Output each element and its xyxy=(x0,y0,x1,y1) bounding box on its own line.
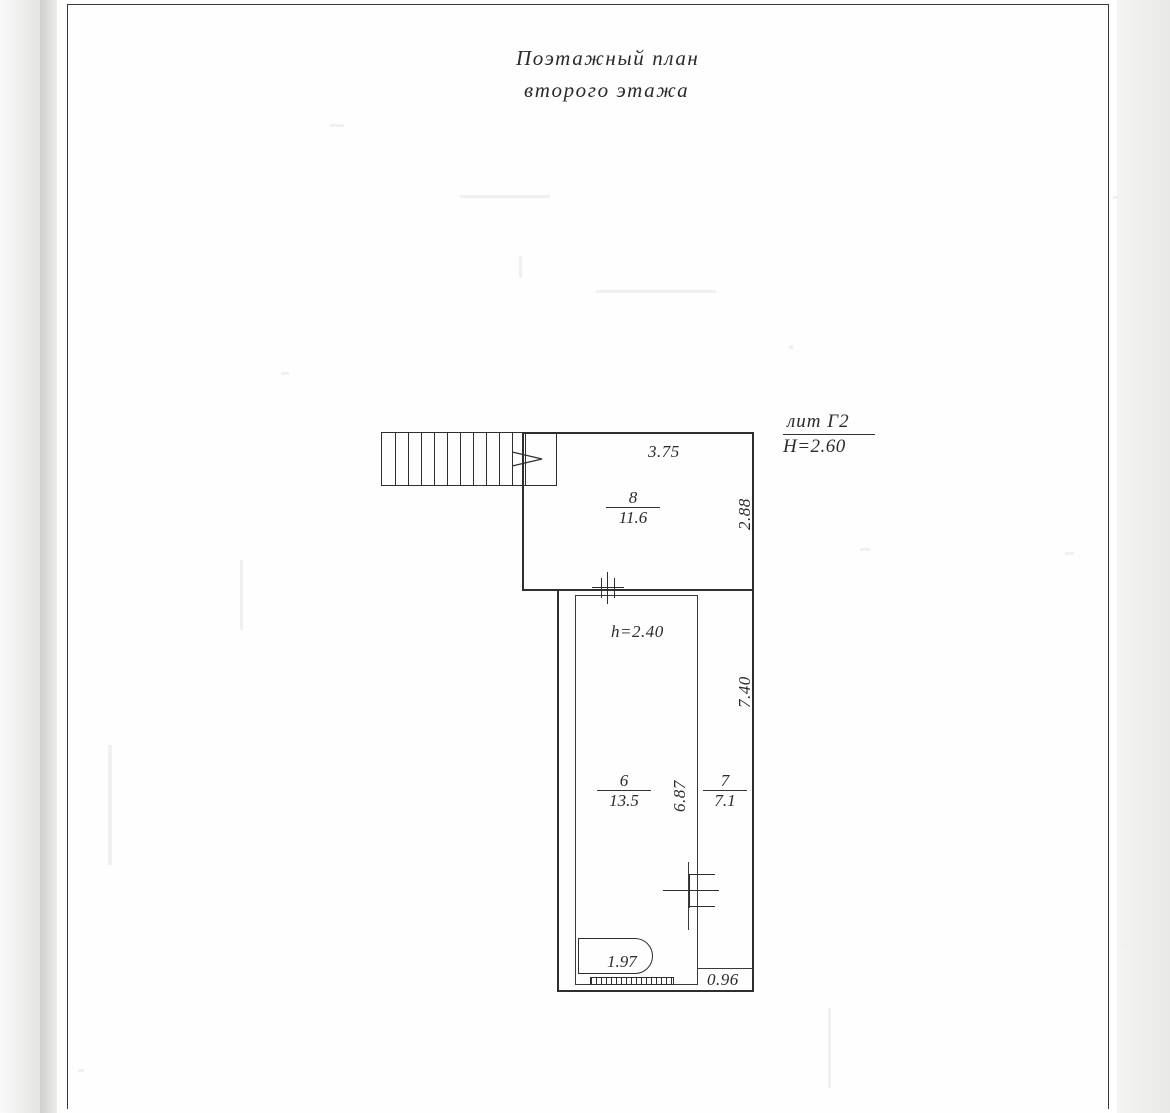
stair-tread xyxy=(499,433,500,485)
building-letter-label: лит Г2 xyxy=(787,411,850,432)
room-label-6 xyxy=(597,772,651,810)
room-number: 8 xyxy=(628,488,638,507)
divider xyxy=(783,434,875,435)
inner-wall-left-room6 xyxy=(575,595,576,985)
room-area: 11.6 xyxy=(618,508,648,527)
dimension-bottom-width: 0.96 xyxy=(707,970,739,989)
dimension-inner-room-height: 6.87 xyxy=(670,780,689,812)
stair-tread xyxy=(408,433,409,485)
wall-bottom-outer xyxy=(557,990,753,992)
stair-tread xyxy=(434,433,435,485)
room-label-7 xyxy=(703,772,747,810)
building-letter-block xyxy=(783,411,875,458)
building-height-label: H=2.60 xyxy=(783,436,846,457)
stair-tread xyxy=(421,433,422,485)
room-area: 7.1 xyxy=(714,791,736,810)
stair-direction-arrow-icon xyxy=(512,450,556,468)
stair-tread xyxy=(395,433,396,485)
fixture-dimension-label: 1.97 xyxy=(607,952,637,971)
page-edge-outer xyxy=(0,0,41,1113)
dimension-upper-right-height: 2.88 xyxy=(735,498,754,530)
scan-artifact xyxy=(1113,196,1118,199)
bottom-threshold-hatch xyxy=(590,977,674,985)
stair-tread xyxy=(473,433,474,485)
wall-bottom-room7 xyxy=(697,968,753,969)
stair-tread xyxy=(486,433,487,485)
page-title-line-1: Поэтажный план xyxy=(516,46,700,70)
wall-left-lower xyxy=(557,589,559,992)
stair-tread xyxy=(447,433,448,485)
door-opening-upper xyxy=(592,572,624,604)
stair-tread xyxy=(460,433,461,485)
scan-artifact xyxy=(1124,942,1133,947)
room-number: 7 xyxy=(720,771,730,790)
page-title-line-2: второго этажа xyxy=(524,78,690,102)
room-number: 6 xyxy=(619,771,629,790)
inner-wall-right-room6 xyxy=(697,595,698,985)
room-area: 13.5 xyxy=(609,791,639,810)
ceiling-height-note: h=2.40 xyxy=(611,622,664,641)
dimension-top-width: 3.75 xyxy=(648,442,680,461)
page-edge-shadow xyxy=(40,0,58,1113)
door-opening-lower xyxy=(663,874,719,908)
wall-right-lower xyxy=(752,589,754,992)
dimension-lower-right-height: 7.40 xyxy=(735,676,754,708)
room-label-8 xyxy=(606,489,660,527)
